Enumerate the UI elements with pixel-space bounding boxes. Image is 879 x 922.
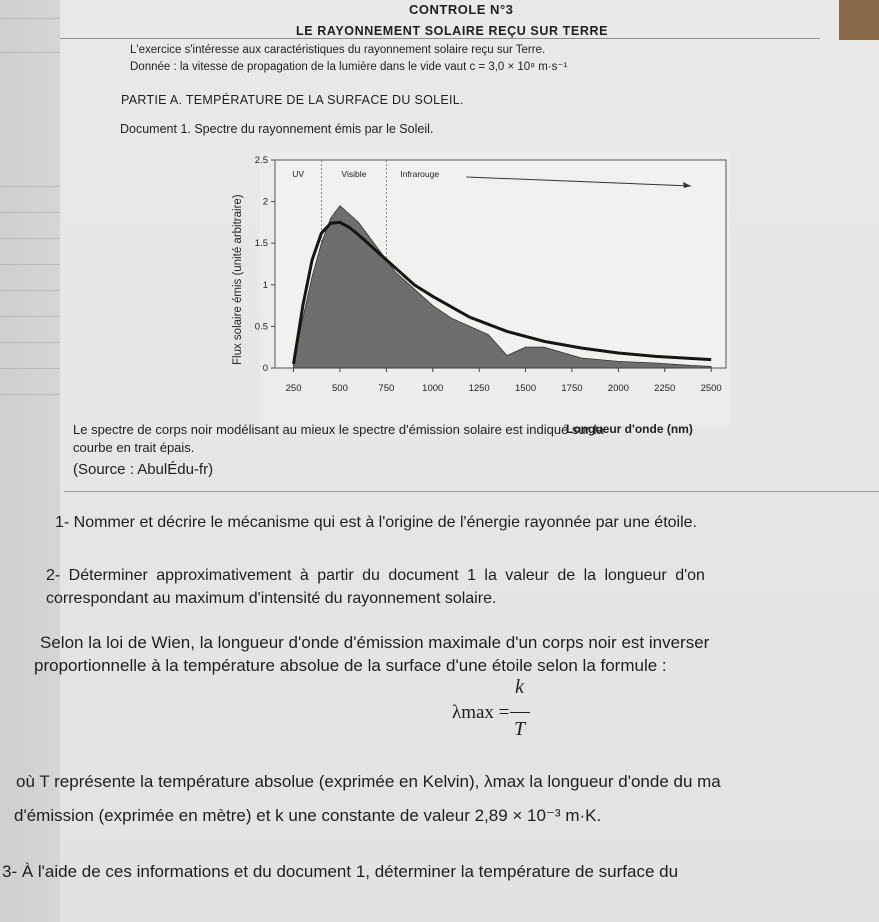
document-source: (Source : AbulÉdu-fr): [73, 461, 214, 478]
region-label-infrarouge: Infrarouge: [400, 169, 440, 179]
document-caption: Document 1. Spectre du rayonnement émis par le Soleil.: [120, 122, 434, 136]
x-tick-label-1000: 1000: [422, 383, 444, 394]
intro-text: L'exercice s'intéresse aux caractéristiques du rayonnement solaire reçu sur Terre.: [130, 44, 546, 56]
question-2-line2: correspondant au maximum d'intensité du rayonnement solaire.: [46, 590, 497, 607]
x-tick-label-2000: 2000: [607, 383, 629, 394]
x-tick-label-2250: 2250: [654, 383, 676, 394]
fraction-bar: [510, 712, 530, 713]
y-tick-label-1.5: 1.5: [254, 238, 268, 250]
x-tick-label-2500: 2500: [700, 383, 722, 394]
x-tick-label-1500: 1500: [514, 383, 537, 394]
x-tick-label-500: 500: [332, 383, 348, 394]
formula-lhs: λmax =: [452, 702, 510, 723]
definition-line1: où T représente la température absolue (exprimée en Kelvin), λmax la longueur d'onde du ma: [16, 772, 721, 791]
y-tick-label-0: 0: [262, 363, 268, 374]
wien-text-line1: Selon la loi de Wien, la longueur d'onde d'émission maximale d'un corps noir est inverser: [40, 633, 710, 652]
y-tick-label-0.5: 0.5: [254, 321, 268, 333]
controle-title: CONTROLE N°3: [409, 2, 514, 17]
question-2-line1: 2- Déterminer approximativement à partir du document 1 la valeur de la longueur d'on: [46, 567, 705, 584]
formula-denominator: T: [514, 718, 526, 740]
document-note-line1: Le spectre de corps noir modélisant au mieux le spectre d'émission solaire est indiqué sur la: [73, 422, 604, 437]
formula-numerator: k: [515, 676, 524, 698]
y-tick-label-2.5: 2.5: [254, 155, 268, 166]
wien-text-line2: proportionnelle à la température absolue de la surface d'une étoile selon la formule :: [34, 656, 667, 675]
donnee-text: Donnée : la vitesse de propagation de la lumière dans le vide vaut c = 3,0 × 10⁸ m·s⁻¹: [130, 61, 568, 73]
exercise-title: LE RAYONNEMENT SOLAIRE REÇU SUR TERRE: [296, 24, 609, 38]
question-3: 3- À l'aide de ces informations et du document 1, déterminer la température de surface du: [2, 862, 679, 881]
x-tick-label-750: 750: [378, 383, 395, 394]
y-tick-label-2: 2: [262, 196, 268, 208]
document-note-line2: courbe en trait épais.: [73, 440, 195, 455]
x-axis-label: Longueur d'onde (nm): [566, 422, 693, 436]
region-label-uv: UV: [292, 169, 305, 179]
x-tick-label-250: 250: [285, 383, 302, 394]
x-tick-label-1750: 1750: [561, 383, 583, 394]
y-axis-label: Flux solaire émis (unité arbitraire): [232, 194, 244, 365]
x-tick-label-1250: 1250: [468, 383, 490, 394]
divider: [64, 491, 879, 492]
region-label-visible: Visible: [341, 169, 367, 179]
definition-line2: d'émission (exprimée en mètre) et k une constante de valeur 2,89 × 10⁻³ m·K.: [14, 806, 602, 825]
y-tick-label-1: 1: [262, 279, 268, 291]
partie-a-heading: PARTIE A. TEMPÉRATURE DE LA SURFACE DU SOLEIL.: [121, 93, 464, 107]
question-1: 1- Nommer et décrire le mécanisme qui est à l'origine de l'énergie rayonnée par une étoile.: [55, 514, 697, 531]
